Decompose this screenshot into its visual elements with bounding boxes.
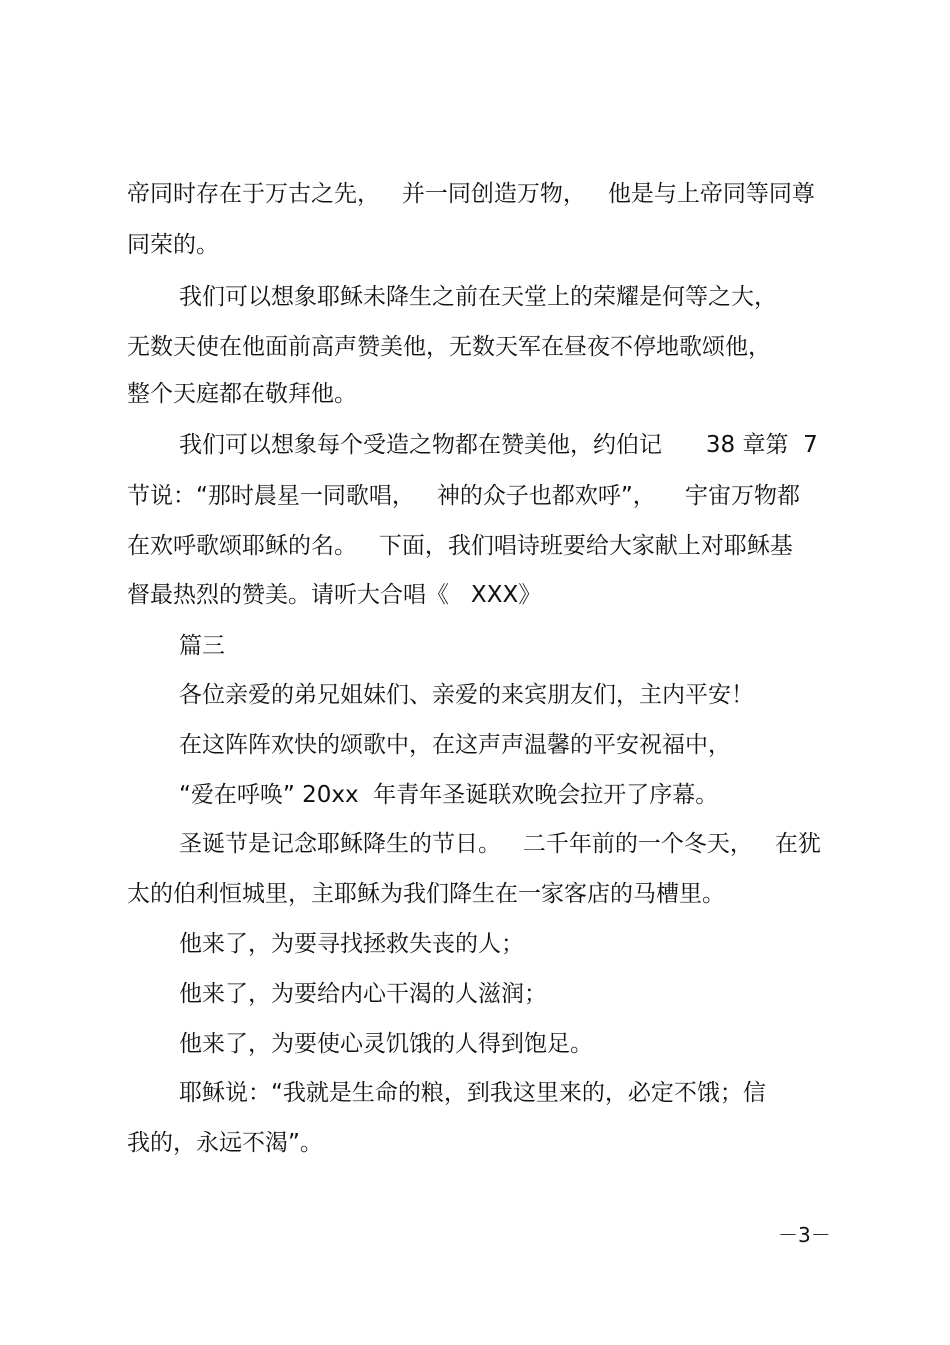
text-line-8: 在欢呼歌颂耶稣的名。 下面，我们唱诗班要给大家献上对耶稣基 — [127, 533, 793, 559]
text-line-4: 无数天使在他面前高声赞美他，无数天军在昼夜不停地歌颂他， — [127, 334, 771, 360]
text-line-3: 我们可以想象耶稣未降生之前在天堂上的荣耀是何等之大， — [179, 284, 777, 310]
text-line-15: 太的伯利恒城里，主耶稣为我们降生在一家客店的马槽里。 — [127, 881, 725, 907]
page-number: －3－ — [778, 1223, 831, 1247]
text-line-1: 帝同时存在于万古之先， 并一同创造万物， 他是与上帝同等同尊 — [127, 181, 815, 207]
text-line-16: 他来了，为要寻找拯救失丧的人； — [179, 931, 524, 957]
text-line-9: 督最热烈的赞美。请听大合唱《 XXX》 — [127, 582, 542, 608]
text-line-19: 耶稣说：“我就是生命的粮，到我这里来的，必定不饿；信 — [179, 1080, 766, 1106]
text-line-11: 各位亲爱的弟兄姐妹们、亲爱的来宾朋友们，主内平安！ — [179, 682, 754, 708]
text-line-13: “爱在呼唤” 20xx 年青年圣诞联欢晚会拉开了序幕。 — [179, 782, 719, 808]
text-line-2: 同荣的。 — [127, 232, 219, 258]
text-line-20: 我的，永远不渴”。 — [127, 1130, 323, 1156]
text-line-17: 他来了，为要给内心干渴的人滋润； — [179, 981, 547, 1007]
text-line-12: 在这阵阵欢快的颂歌中，在这声声温馨的平安祝福中， — [179, 732, 731, 758]
text-line-18: 他来了，为要使心灵饥饿的人得到饱足。 — [179, 1031, 593, 1057]
text-line-14: 圣诞节是记念耶稣降生的节日。 二千年前的一个冬天， 在犹 — [179, 831, 821, 857]
text-line-5: 整个天庭都在敬拜他。 — [127, 381, 357, 407]
text-line-6: 我们可以想象每个受造之物都在赞美他，约伯记 38 章第 7 — [179, 432, 818, 458]
text-line-7: 节说：“那时晨星一同歌唱， 神的众子也都欢呼”， 宇宙万物都 — [127, 483, 801, 509]
section-heading: 篇三 — [179, 633, 225, 659]
